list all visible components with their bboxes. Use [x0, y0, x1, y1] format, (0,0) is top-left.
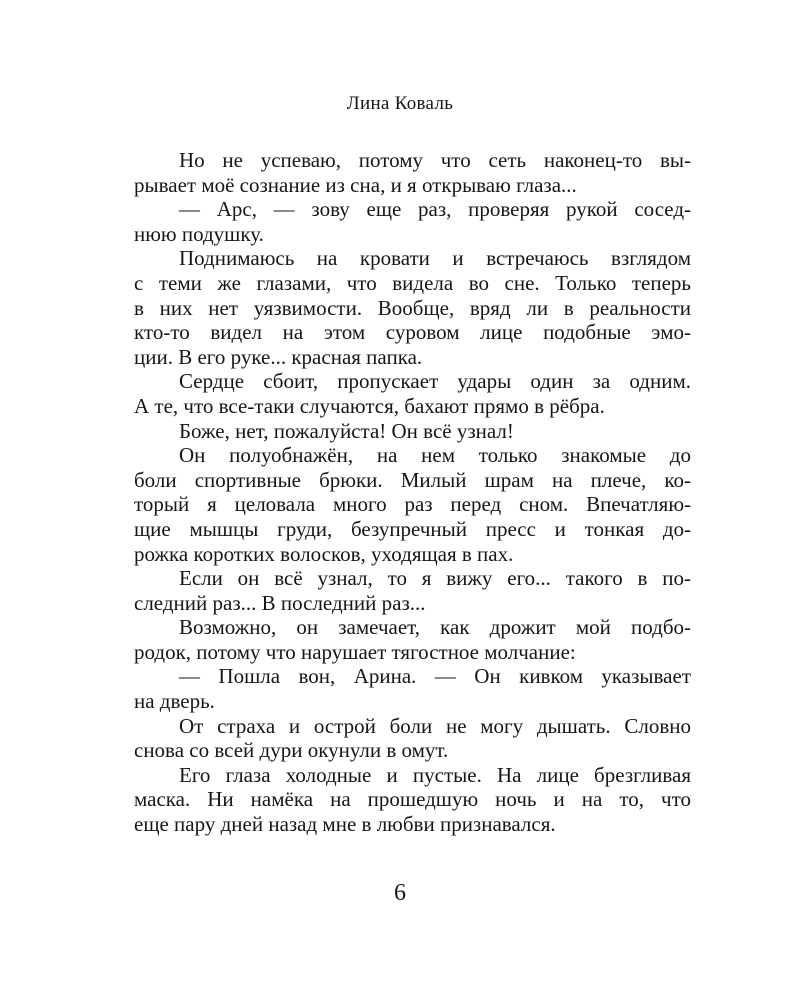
- text-line: в них нет уязвимости. Вообще, вряд ли в реальности: [134, 295, 691, 320]
- text-line: родок, потому что нарушает тягостное молчание:: [134, 639, 576, 664]
- text-line: От страха и острой боли не могу дышать. Словно: [179, 713, 691, 738]
- text-line: рожка коротких волосков, уходящая в пах.: [134, 541, 514, 566]
- text-line: следний раз... В последний раз...: [134, 590, 426, 615]
- text-line: на дверь.: [134, 689, 215, 714]
- text-line: Его глаза холодные и пустые. На лице брезгливая: [179, 762, 691, 787]
- paragraph: [134, 763, 691, 837]
- text-line: рывает моё сознание из сна, и я открываю глаза...: [134, 172, 577, 197]
- body-text: [134, 148, 691, 837]
- paragraph: [134, 148, 691, 197]
- paragraph: [134, 419, 691, 444]
- text-line: Поднимаюсь на кровати и встречаюсь взглядом: [179, 246, 691, 271]
- text-line: Но не успеваю, потому что сеть наконец-то вы-: [179, 148, 691, 172]
- paragraph: [134, 714, 691, 763]
- paragraph: [134, 615, 691, 664]
- text-line: нюю подушку.: [134, 221, 264, 246]
- paragraph: [134, 197, 691, 246]
- paragraph: [134, 443, 691, 566]
- page-number: 6: [394, 880, 406, 906]
- text-line: Если он всё узнал, то я вижу его... такого в по-: [179, 566, 691, 591]
- text-line: маска. Ни намёка на прошедшую ночь и на то, что: [134, 787, 691, 812]
- text-line: — Арс, — зову еще раз, проверяя рукой сосед-: [179, 197, 691, 222]
- text-line: щие мышцы груди, безупречный пресс и тонкая до-: [134, 516, 691, 541]
- text-line: кто-то видел на этом суровом лице подобные эмо-: [134, 320, 691, 345]
- text-line: торый я целовала много раз перед сном. Впечатляю-: [134, 492, 691, 517]
- running-header-author: Лина Коваль: [346, 93, 454, 114]
- text-line: Возможно, он замечает, как дрожит мой подбо-: [179, 615, 691, 640]
- text-line: Боже, нет, пожалуйста! Он всё узнал!: [179, 418, 514, 443]
- text-line: боли спортивные брюки. Милый шрам на плече, ко-: [134, 467, 691, 492]
- paragraph: [134, 246, 691, 369]
- text-line: Он полуобнажён, на нем только знакомые до: [179, 443, 691, 468]
- paragraph: [134, 566, 691, 615]
- text-line: еще пару дней назад мне в любви признавался.: [134, 812, 556, 837]
- text-line: Сердце сбоит, пропускает удары один за одним.: [179, 369, 691, 394]
- text-line: с теми же глазами, что видела во сне. Только теперь: [134, 270, 691, 295]
- text-line: ции. В его руке... красная папка.: [134, 344, 423, 369]
- paragraph: [134, 369, 691, 418]
- paragraph: [134, 664, 691, 713]
- text-line: снова со всей дури окунули в омут.: [134, 738, 449, 763]
- text-line: А те, что все-таки случаются, бахают прямо в рёбра.: [134, 393, 605, 418]
- text-line: — Пошла вон, Арина. — Он кивком указывает: [179, 664, 691, 689]
